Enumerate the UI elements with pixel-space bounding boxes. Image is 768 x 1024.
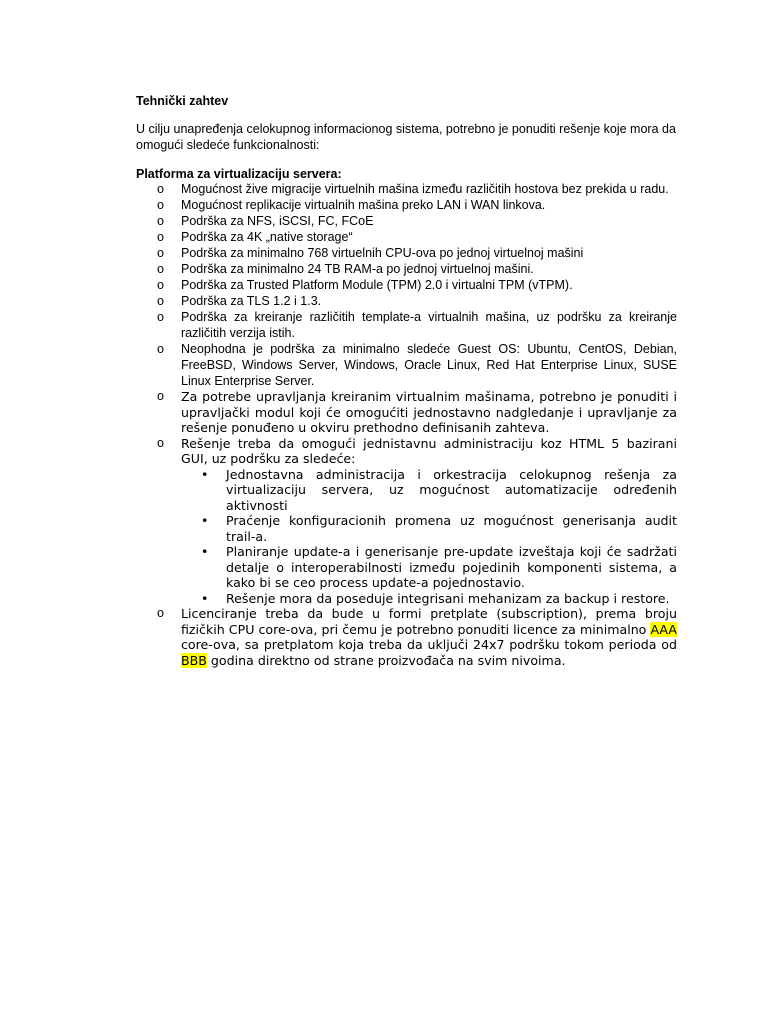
sub-list-item-text: Planiranje update-a i generisanje pre-update izveštaja koji će sadržati detalje o interoperabilnosti između pojedinih komponenti sistema, a kako bi se ceo process update-a pojednostavio. bbox=[226, 544, 677, 590]
sub-list-item bbox=[181, 591, 768, 607]
sub-list-item-text: Rešenje mora da poseduje integrisani mehanizam za backup i restore. bbox=[226, 590, 670, 606]
list-item-text: Neophodna je podrška za minimalno sledeće Guest OS: Ubuntu, CentOS, Debian, FreeBSD, Windows Server, Windows, Oracle Linux, Red Hat Enterprise Linux, SUSE Linux Enterprise Server. bbox=[181, 342, 677, 388]
highlighted-placeholder-bbb: BBB bbox=[181, 652, 207, 668]
bullet-marker: o bbox=[157, 389, 164, 403]
list-item bbox=[0, 261, 768, 277]
sub-list-item bbox=[181, 513, 768, 544]
list-item-text: Podrška za minimalno 768 virtuelnih CPU-ova po jednoj virtuelnoj mašini bbox=[181, 246, 584, 260]
list-item-text: Rešenje treba da omogući jednistavnu administraciju koz HTML 5 bazirani GUI, uz podršku za sledeće: bbox=[181, 435, 677, 466]
bullet-marker: o bbox=[157, 435, 164, 450]
list-item-text: Podrška za TLS 1.2 i 1.3. bbox=[181, 294, 322, 308]
requirements-list bbox=[0, 181, 768, 668]
list-item bbox=[0, 181, 768, 197]
bullet-marker: o bbox=[157, 278, 164, 292]
bullet-marker: o bbox=[157, 310, 164, 324]
sub-bullet-marker: • bbox=[201, 590, 209, 606]
list-item-text: Podrška za NFS, iSCSI, FC, FCoE bbox=[181, 214, 374, 228]
bullet-marker: o bbox=[157, 198, 164, 212]
licensing-text-part: Licenciranje treba da bude u formi pretplate (subscription), prema broju fizičkih CPU core-ova, pri čemu je potrebno ponuditi licence za minimalno bbox=[181, 606, 677, 637]
list-item-text: Podrška za 4K „native storage“ bbox=[181, 230, 353, 244]
bullet-marker: o bbox=[157, 262, 164, 276]
bullet-marker: o bbox=[157, 214, 164, 228]
list-item-text: Podrška za kreiranje različitih template-a virtualnih mašina, uz podršku za kreiranje različitih verzija istih. bbox=[181, 310, 677, 340]
section-title: Platforma za virtualizaciju servera: bbox=[136, 167, 342, 181]
list-item-text: Za potrebe upravljanja kreiranim virtualnim mašinama, potrebno je ponuditi i upravljački modul koji će omogućiti jednostavno nadgledanje i upravljanje za rešenje ponuđeno u okviru prethodno definisanih zahteva. bbox=[181, 389, 677, 435]
list-item-text: Podrška za Trusted Platform Module (TPM) 2.0 i virtualni TPM (vTPM). bbox=[181, 278, 573, 292]
bullet-marker: o bbox=[157, 606, 164, 620]
bullet-marker: o bbox=[157, 246, 164, 260]
list-item bbox=[0, 277, 768, 293]
bullet-marker: o bbox=[157, 342, 164, 356]
sub-list bbox=[181, 467, 768, 607]
list-item bbox=[0, 245, 768, 261]
sub-list-item bbox=[181, 544, 768, 591]
bullet-marker: o bbox=[157, 230, 164, 244]
highlighted-placeholder-aaa: AAA bbox=[650, 621, 677, 637]
list-item bbox=[0, 293, 768, 309]
list-item-licensing bbox=[0, 606, 768, 668]
bullet-marker: o bbox=[157, 182, 164, 196]
list-item bbox=[0, 309, 768, 341]
list-item bbox=[0, 389, 768, 436]
document-title: Tehnički zahtev bbox=[136, 94, 229, 108]
bullet-marker: o bbox=[157, 294, 164, 308]
licensing-text-part: godina direktno od strane proizvođača na svim nivoima. bbox=[206, 652, 566, 668]
sub-bullet-marker: • bbox=[201, 466, 209, 482]
list-item bbox=[0, 436, 768, 607]
list-item-text: Mogućnost replikacije virtualnih mašina preko LAN i WAN linkova. bbox=[181, 198, 546, 212]
licensing-text bbox=[181, 606, 677, 668]
intro-paragraph: U cilju unapređenja celokupnog informacionog sistema, potrebno je ponuditi rešenje koje mora da omogući sledeće funkcionalnosti: bbox=[136, 122, 676, 152]
list-item-text: Podrška za minimalno 24 TB RAM-a po jednoj virtuelnoj mašini. bbox=[181, 262, 534, 276]
list-item bbox=[0, 229, 768, 245]
list-item-text: Mogućnost žive migracije virtuelnih mašina između različitih hostova bez prekida u radu. bbox=[181, 182, 669, 196]
sub-bullet-marker: • bbox=[201, 544, 209, 559]
list-item bbox=[0, 341, 768, 389]
list-item bbox=[0, 197, 768, 213]
licensing-text-part: core-ova, sa pretplatom koja treba da uključi 24x7 podršku tokom perioda od bbox=[181, 637, 677, 652]
sub-list-item-text: Jednostavna administracija i orkestracija celokupnog rešenja za virtualizaciju servera, uz mogućnost automatizacije određenih aktivnosti bbox=[226, 466, 677, 513]
sub-list-item-text: Praćenje konfiguracionih promena uz mogućnost generisanja audit trail-a. bbox=[226, 513, 677, 544]
sub-list-item bbox=[181, 467, 768, 514]
list-item bbox=[0, 213, 768, 229]
sub-bullet-marker: • bbox=[201, 513, 209, 528]
